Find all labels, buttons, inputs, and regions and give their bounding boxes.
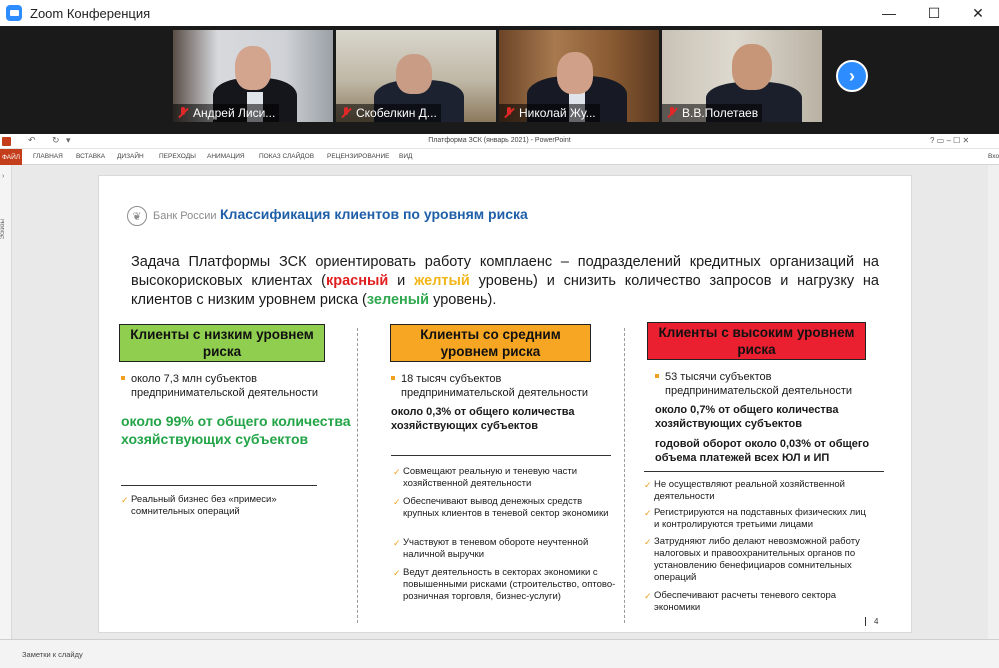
low-risk-count: около 7,3 млн субъектов предпринимательской деятельности — [121, 372, 331, 400]
intro-text: уровень) и снизить количество запросов и нагрузку на клиентов с низким уровнем риска ( — [131, 273, 879, 308]
tab-design[interactable]: ДИЗАЙН — [117, 153, 144, 160]
vertical-scrollbar[interactable] — [988, 165, 999, 639]
high-risk-check: ✓ Регистрируются на подставных физических лиц и контролируются третьими лицами — [644, 507, 869, 531]
medium-risk-check: ✓ Обеспечивают вывод денежных средств крупных клиентов в теневой сектор экономики — [393, 496, 613, 520]
high-risk-count: 53 тысячи субъектов предпринимательской деятельности — [655, 370, 875, 398]
high-risk-check: ✓ Затрудняют либо делают невозможной работу налоговых и правоохранительных органов по установлению бенефициаров сомнительных операций — [644, 536, 884, 584]
column-divider — [357, 328, 358, 623]
intro-red-word: красный — [325, 273, 389, 289]
mic-off-icon — [340, 107, 352, 119]
intro-text: уровень). — [429, 292, 497, 308]
intro-green-word: зеленый — [366, 292, 430, 308]
zoom-logo-icon — [6, 5, 22, 21]
participant-tile[interactable] — [336, 30, 496, 122]
tab-review[interactable]: РЕЦЕНЗИРОВАНИЕ — [327, 153, 390, 160]
ppt-window-controls[interactable]: ? ▭ – ☐ ✕ — [930, 136, 970, 145]
intro-paragraph — [131, 253, 879, 310]
divider — [391, 455, 611, 456]
high-risk-turnover: годовой оборот около 0,03% от общего объема платежей всех ЮЛ и ИП — [655, 438, 870, 464]
mic-off-icon — [503, 107, 515, 119]
participant-name-bar — [662, 104, 762, 122]
intro-text: и — [388, 273, 415, 289]
redo-icon[interactable]: ↻ — [52, 135, 60, 145]
thumbnails-label: Эскизы — [0, 219, 6, 240]
ppt-ribbon — [0, 149, 999, 165]
slide-title: Классификация клиентов по уровням риска — [220, 206, 528, 222]
title-bar — [0, 0, 999, 26]
low-risk-share: около 99% от общего количества хозяйствующих субъектов — [121, 413, 351, 447]
mic-off-icon — [177, 107, 189, 119]
undo-icon[interactable]: ↶ — [28, 135, 36, 145]
tab-home[interactable]: ГЛАВНАЯ — [33, 153, 63, 160]
tab-view[interactable]: ВИД — [399, 153, 413, 160]
window-title: Zoom Конференция — [30, 5, 151, 21]
mic-off-icon — [666, 107, 678, 119]
medium-risk-check: ✓ Совмещают реальную и теневую части хозяйственной деятельности — [393, 466, 613, 490]
bank-emblem-icon: ❦ — [127, 206, 147, 226]
bank-brand — [127, 206, 217, 226]
brand-name: Банк России — [153, 210, 217, 222]
low-risk-heading: Клиенты с низким уровнем риска — [119, 324, 325, 362]
slide-canvas[interactable] — [98, 175, 912, 633]
high-risk-check: ✓ Обеспечивают расчеты теневого сектора экономики — [644, 590, 864, 614]
sign-in-link[interactable]: Вхо — [988, 153, 999, 160]
participant-name-bar — [173, 104, 279, 122]
tab-insert[interactable]: ВСТАВКА — [76, 153, 106, 160]
chevron-right-icon: › — [849, 65, 855, 86]
maximize-button[interactable]: ☐ — [927, 4, 941, 21]
participant-name: Андрей Лиси... — [193, 106, 276, 120]
thumbnails-pane[interactable] — [0, 165, 12, 639]
participant-name-bar — [336, 104, 441, 122]
high-risk-check: ✓ Не осуществляют реальной хозяйственной деятельности — [644, 479, 864, 503]
next-participants-button[interactable] — [836, 60, 868, 92]
participant-name-bar — [499, 104, 600, 122]
shared-screen-powerpoint — [0, 134, 999, 668]
slide-page-number: 4 — [865, 617, 878, 626]
medium-risk-count: 18 тысяч субъектов предпринимательской деятельности — [391, 372, 611, 400]
column-divider — [624, 328, 625, 623]
participant-name: Николай Жу... — [519, 106, 596, 120]
participant-name: Скобелкин Д... — [356, 106, 437, 120]
notes-pane[interactable] — [0, 639, 999, 668]
medium-risk-heading: Клиенты со средним уровнем риска — [390, 324, 591, 362]
tab-animation[interactable]: АНИМАЦИЯ — [207, 153, 245, 160]
participant-tile[interactable] — [173, 30, 333, 122]
participant-name: В.В.Полетаев — [682, 106, 759, 120]
ppt-document-title: Платформа ЗСК (январь 2021) - PowerPoint — [428, 137, 571, 144]
quick-access-more-icon[interactable]: ▾ — [66, 135, 71, 145]
medium-risk-share: около 0,3% от общего количества хозяйствующих субъектов — [391, 406, 575, 432]
divider — [121, 485, 317, 486]
participant-tile[interactable] — [662, 30, 822, 122]
medium-risk-check: ✓ Ведут деятельность в секторах экономики с повышенными рисками (строительство, оптово-розничная торговля, бизнес-услуги) — [393, 567, 617, 603]
tab-file[interactable]: ФАЙЛ — [0, 149, 22, 165]
ppt-title-bar — [0, 134, 999, 149]
tab-slideshow[interactable]: ПОКАЗ СЛАЙДОВ — [259, 153, 315, 160]
minimize-button[interactable]: — — [882, 5, 896, 21]
participant-video-strip — [0, 26, 999, 134]
divider — [644, 471, 884, 472]
high-risk-heading: Клиенты с высоким уровнем риска — [647, 322, 866, 360]
expand-pane-icon[interactable]: › — [2, 173, 5, 180]
intro-text: Задача Платформы ЗСК ориентировать работу комплаенс – подразделений кредитных организаций на высокорисковых клиентах ( — [131, 254, 879, 289]
high-risk-share: около 0,7% от общего количества хозяйствующих субъектов — [655, 404, 839, 430]
participant-tile[interactable] — [499, 30, 659, 122]
medium-risk-check: ✓ Участвуют в теневом обороте неучтенной наличной выручки — [393, 537, 613, 561]
notes-placeholder: Заметки к слайду — [22, 650, 83, 659]
low-risk-check: ✓ Реальный бизнес без «примеси» сомнительных операций — [121, 494, 321, 518]
intro-yellow-word: желтый — [414, 273, 470, 289]
close-button[interactable]: ✕ — [972, 4, 984, 21]
tab-transitions[interactable]: ПЕРЕХОДЫ — [159, 153, 196, 160]
